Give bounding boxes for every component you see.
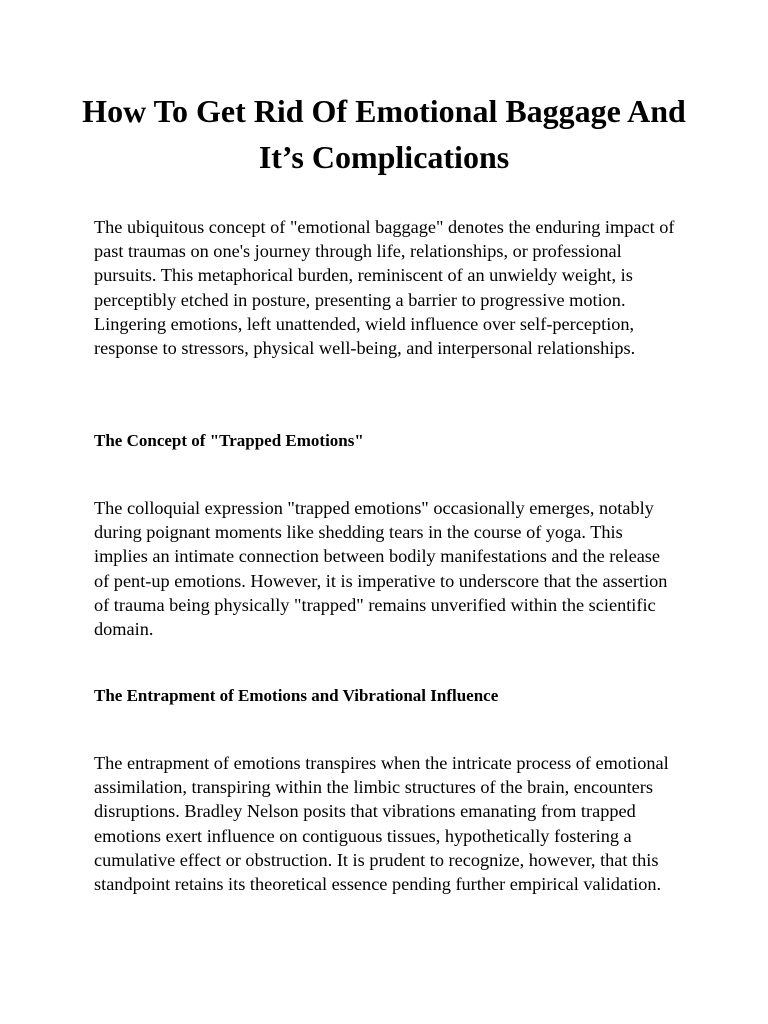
section-heading-trapped-emotions: The Concept of "Trapped Emotions" (94, 431, 364, 450)
entrapment-vibrational-paragraph: The entrapment of emotions transpires when the intricate process of emotional assimilation, transpiring within the limbic structures of the brain, encounters disruptions. Bradley Nelson posits that vibrations emanating from trapped emotions exert influence on contiguous tissues, hypothetically fostering a cumulative effect or obstruction. It is prudent to recognize, however, that this standpoint retains its theoretical essence pending further empirical validation. (94, 753, 669, 895)
trapped-emotions-paragraph: The colloquial expression "trapped emotions" occasionally emerges, notably during poignant moments like shedding tears in the course of yoga. This implies an intimate connection between bodily manifestations and the release of pent-up emotions. However, it is imperative to underscore that the assertion of trauma being physically "trapped" remains unverified within the scientific domain. (94, 498, 668, 640)
intro-paragraph: The ubiquitous concept of "emotional baggage" denotes the enduring impact of past traumas on one's journey through life, relationships, or professional pursuits. This metaphorical burden, reminiscent of an unwieldy weight, is perceptibly etched in posture, presenting a barrier to progressive motion. Lingering emotions, left unattended, wield influence over self-perception, response to stressors, physical well-being, and interpersonal relationships. (94, 217, 675, 359)
document-title: How To Get Rid Of Emotional Baggage And It’s Complications (82, 93, 686, 175)
section-heading-entrapment-vibrational: The Entrapment of Emotions and Vibrational Influence (94, 686, 499, 705)
